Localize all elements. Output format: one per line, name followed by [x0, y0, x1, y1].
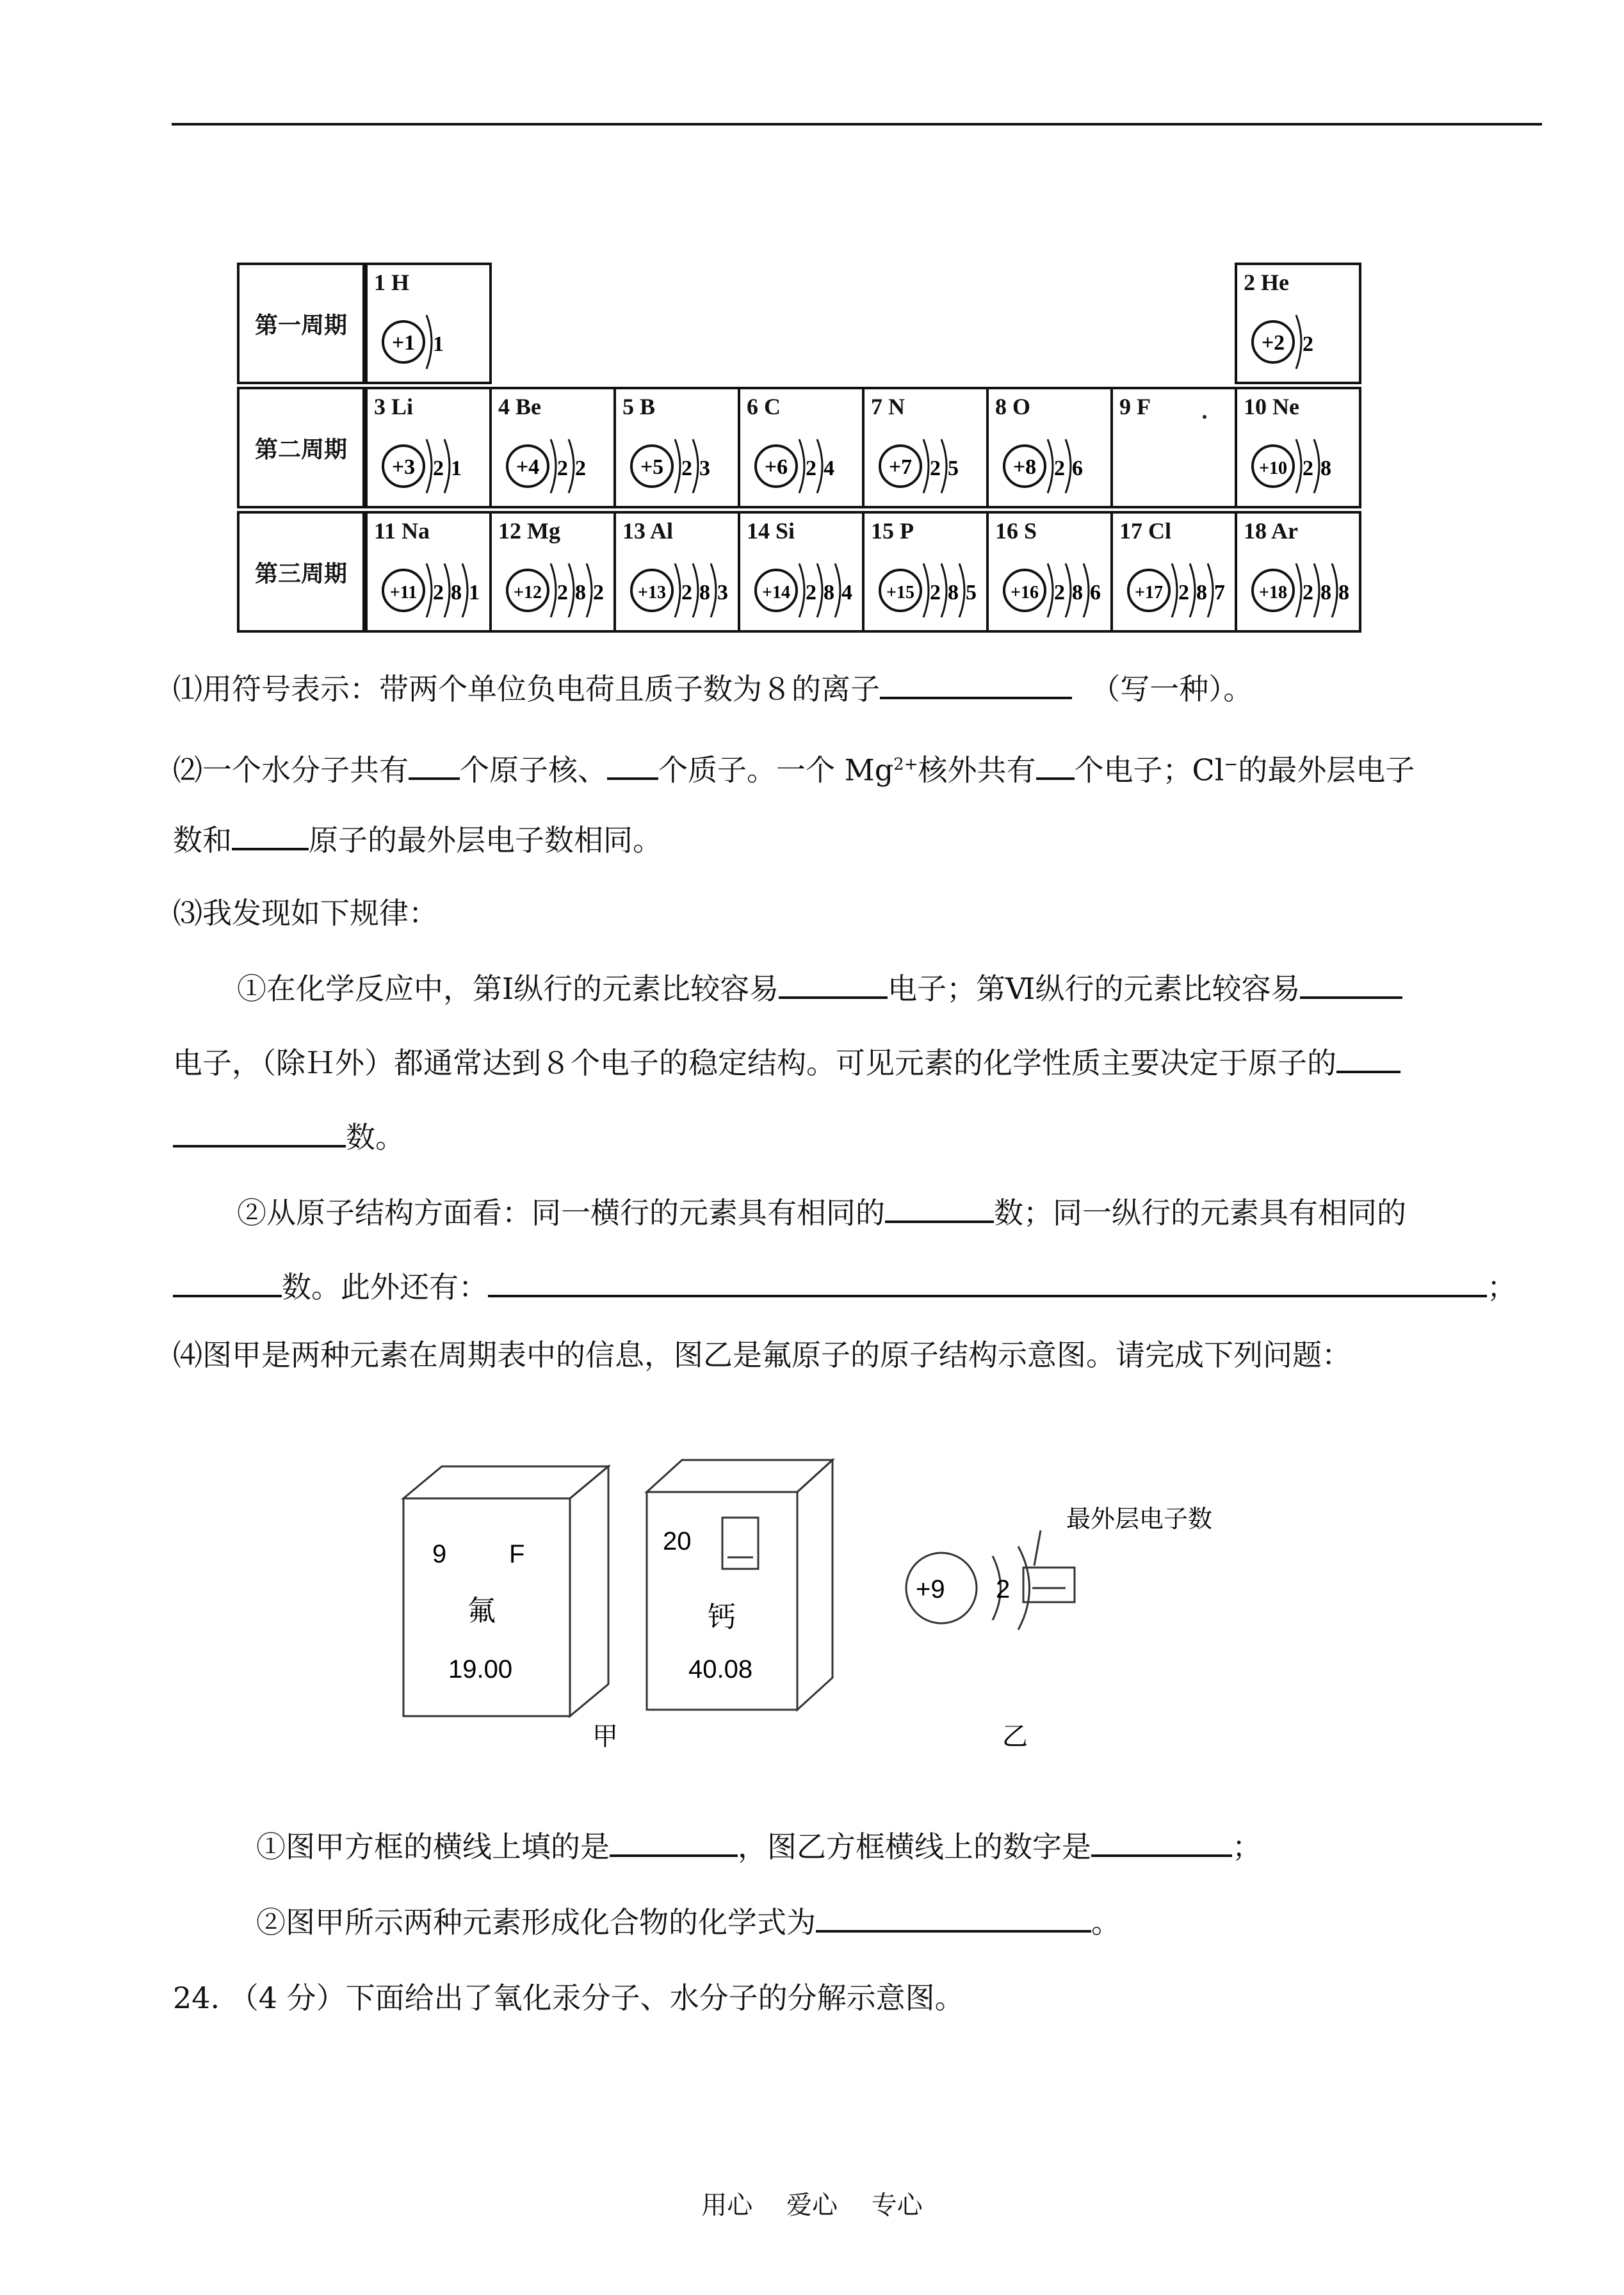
- shell-electron-count: 1: [433, 332, 444, 356]
- element-cell: [738, 387, 865, 508]
- electron-shell-arc: [799, 439, 804, 493]
- shell-electron-count: 6: [1072, 457, 1083, 480]
- answer-blank[interactable]: [885, 1192, 994, 1223]
- nucleus-charge: +11: [389, 583, 418, 603]
- electron-shell-arc: [426, 315, 432, 369]
- answer-blank[interactable]: [816, 1902, 1091, 1933]
- nucleus-charge: +18: [1259, 583, 1287, 603]
- electron-shell-arc: [1048, 439, 1053, 493]
- atom-structure: [1249, 297, 1356, 380]
- atom-structure: [1249, 546, 1356, 629]
- atom-structure: [379, 421, 487, 505]
- answer-blank[interactable]: [488, 1267, 1487, 1297]
- element-cell: [613, 511, 740, 633]
- electron-shell-arc: [959, 564, 964, 617]
- electron-shell-arc: [693, 564, 698, 617]
- caption-yi: 乙: [1002, 1722, 1028, 1748]
- period-label: 第二周期: [237, 387, 365, 508]
- nucleus-charge: +12: [514, 583, 542, 603]
- electron-shell-arc: [462, 564, 467, 617]
- answer-blank[interactable]: [232, 820, 309, 850]
- fluorine-number: 9: [432, 1540, 447, 1568]
- shell-electron-count: 2: [1303, 581, 1313, 604]
- answer-blank[interactable]: [173, 1117, 346, 1148]
- shell-electron-count: 8: [1320, 581, 1331, 604]
- atom-structure: [379, 297, 487, 380]
- electron-shell-arc: [923, 439, 929, 493]
- element-symbol: 2 He: [1244, 270, 1289, 295]
- answer-blank[interactable]: [880, 669, 1072, 699]
- element-symbol: 16 S: [995, 518, 1037, 544]
- periodic-table: [237, 263, 1383, 634]
- fluorine-mass: 19.00: [448, 1655, 513, 1683]
- electron-shell-arc: [941, 439, 946, 493]
- element-cell: [365, 263, 492, 384]
- electron-shell-arc: [1296, 564, 1301, 617]
- shell-electron-count: 2: [593, 581, 604, 604]
- electron-shell-arc: [1066, 439, 1071, 493]
- element-symbol: 10 Ne: [1244, 394, 1299, 419]
- shell-electron-count: 3: [717, 581, 728, 604]
- page-footer: 用心 爱心 专心: [701, 2191, 923, 2220]
- electron-shell-arc: [817, 564, 822, 617]
- element-cell: [613, 387, 740, 508]
- shell-electron-count: 8: [1072, 581, 1083, 604]
- element-symbol: 3 Li: [374, 394, 414, 419]
- element-symbol: 6 C: [747, 394, 781, 419]
- shell-electron-count: 8: [575, 581, 586, 604]
- nucleus-charge: +13: [638, 583, 666, 603]
- element-cell: [489, 387, 616, 508]
- electron-shell-arc: [1208, 564, 1213, 617]
- electron-shell-arc: [426, 439, 432, 493]
- element-symbol: 1 H: [374, 270, 410, 295]
- element-symbol: 15 P: [871, 518, 914, 544]
- shell-electron-count: 7: [1214, 581, 1225, 604]
- atom-structure: [876, 546, 984, 629]
- shell-electron-count: 8: [948, 581, 959, 604]
- element-symbol: 12 Mg: [498, 518, 560, 544]
- element-symbol: 5 B: [622, 394, 656, 419]
- element-cell: [365, 511, 492, 633]
- element-cell: [738, 511, 865, 633]
- electron-shell-arc: [569, 564, 574, 617]
- element-symbol: 17 Cl: [1119, 518, 1171, 544]
- shell-electron-count: 2: [1178, 581, 1189, 604]
- shell-electron-count: 2: [575, 457, 586, 480]
- shell-electron-count: 8: [1338, 581, 1349, 604]
- electron-shell-arc: [1066, 564, 1071, 617]
- nucleus-charge: +3: [391, 455, 416, 479]
- electron-shell-arc: [1048, 564, 1053, 617]
- electron-shell-arc: [675, 439, 680, 493]
- shell-electron-count: 2: [433, 581, 444, 604]
- outer-shell-label: 最外层电子数: [1066, 1505, 1213, 1533]
- period-label: 第一周期: [237, 263, 365, 384]
- atom-structure: [1000, 546, 1108, 629]
- answer-blank[interactable]: [779, 968, 888, 999]
- shell-electron-count: 2: [930, 457, 941, 480]
- question-3-p1-line3: 数。: [173, 1117, 405, 1156]
- element-cell: [1235, 387, 1361, 508]
- atom-structure: [503, 546, 611, 629]
- shell-electron-count: 6: [1090, 581, 1101, 604]
- question-3-p1-line2: 电子，（除Ｈ外）都通常达到８个电子的稳定结构。可见元素的化学性质主要决定于原子的: [173, 1042, 1401, 1082]
- answer-blank[interactable]: [409, 749, 460, 780]
- shell-electron-count: 2: [1303, 457, 1313, 480]
- shell-electron-count: 4: [824, 457, 834, 480]
- nucleus-charge: +1: [391, 331, 416, 355]
- shell-electron-count: 2: [806, 581, 816, 604]
- element-symbol: 11 Na: [374, 518, 430, 544]
- question-4-part1: ①图甲方框的横线上填的是 ，图乙方框横线上的数字是 ；: [256, 1826, 1262, 1866]
- fluorine-symbol: F: [509, 1540, 525, 1568]
- electron-shell-arc: [551, 439, 556, 493]
- shell-electron-count: 8: [824, 581, 834, 604]
- question-3-title: ⑶我发现如下规律：: [173, 896, 438, 930]
- electron-shell-arc: [835, 564, 840, 617]
- shell-electron-count: 2: [1303, 332, 1313, 356]
- electron-shell-arc: [799, 564, 804, 617]
- electron-shell-arc: [1172, 564, 1177, 617]
- period-label: 第三周期: [237, 511, 365, 633]
- question-4-part2: ②图甲所示两种元素形成化合物的化学式为 。: [256, 1902, 1121, 1942]
- shell-electron-count: 8: [1196, 581, 1207, 604]
- electron-shell-arc: [817, 439, 822, 493]
- element-cell: [1235, 511, 1361, 633]
- shell-electron-count: 3: [699, 457, 710, 480]
- electron-shell-arc: [711, 564, 716, 617]
- shell-electron-count: 8: [451, 581, 462, 604]
- element-symbol: 18 Ar: [1244, 518, 1298, 544]
- atom-structure: [628, 421, 735, 505]
- question-3-p1-line1: ①在化学反应中，第Ⅰ纵行的元素比较容易 电子；第Ⅵ纵行的元素比较容易: [237, 968, 1402, 1008]
- shell-electron-count: 2: [806, 457, 816, 480]
- calcium-number: 20: [663, 1527, 692, 1555]
- calcium-name: 钙: [708, 1601, 736, 1634]
- atom-structure: [752, 421, 859, 505]
- answer-blank[interactable]: [610, 1826, 738, 1857]
- element-symbol: 9 F: [1119, 394, 1151, 419]
- shell-electron-count: 4: [841, 581, 852, 604]
- question-4-title: ⑷图甲是两种元素在周期表中的信息，图乙是氟原子的原子结构示意图。请完成下列问题：: [173, 1338, 1351, 1372]
- shell-electron-count: 5: [966, 581, 977, 604]
- nucleus-charge: +15: [886, 583, 914, 603]
- electron-shell-arc: [1084, 564, 1089, 617]
- answer-blank[interactable]: [1036, 749, 1075, 780]
- shell-electron-count: 8: [1320, 457, 1331, 480]
- answer-blank[interactable]: [1336, 1042, 1401, 1073]
- element-symbol: 7 N: [871, 394, 905, 419]
- element-cell: [1110, 511, 1237, 633]
- element-cell: [862, 511, 989, 633]
- electron-shell-arc: [693, 439, 698, 493]
- atom-structure: [379, 546, 487, 629]
- element-symbol: 4 Be: [498, 394, 541, 419]
- nucleus-charge: +17: [1135, 583, 1163, 603]
- element-cell: [862, 387, 989, 508]
- element-cell: [1235, 263, 1361, 384]
- nucleus-label: +9: [916, 1575, 945, 1603]
- shell-electron-count: 1: [469, 581, 480, 604]
- atom-structure: [503, 421, 611, 505]
- question-2-line2: 数和 原子的最外层电子数相同。: [173, 820, 662, 859]
- element-cell: [489, 511, 616, 633]
- nucleus-charge: +2: [1261, 331, 1285, 355]
- electron-shell-arc: [444, 439, 450, 493]
- shell-electron-count: 5: [948, 457, 959, 480]
- element-cell: [1110, 387, 1237, 508]
- shell-electron-count: 2: [557, 581, 568, 604]
- nucleus-charge: +6: [764, 455, 788, 479]
- answer-blank[interactable]: [173, 1267, 282, 1297]
- shell-electron-count: 2: [681, 581, 692, 604]
- answer-blank[interactable]: [1091, 1826, 1232, 1857]
- shell-electron-count: 1: [451, 457, 462, 480]
- electron-shell-arc: [444, 564, 450, 617]
- nucleus-charge: +16: [1011, 583, 1039, 603]
- element-symbol: 8 O: [995, 394, 1031, 419]
- element-cell: [986, 387, 1113, 508]
- question-2-line1: ⑵一个水分子共有 个原子核、 个质子。一个 $Mg^{2+}$核外共有 个电子；Cl−的最外层电子: [173, 745, 1415, 789]
- calcium-mass: 40.08: [688, 1655, 753, 1683]
- electron-shell-arc: [426, 564, 432, 617]
- caption-jia: 甲: [592, 1722, 618, 1748]
- header-rule: [172, 123, 1542, 126]
- nucleus-charge: +10: [1259, 458, 1287, 478]
- shell-electron-count: 2: [930, 581, 941, 604]
- answer-blank[interactable]: [607, 749, 658, 780]
- nucleus-charge: +8: [1012, 455, 1037, 479]
- electron-shell-arc: [587, 564, 592, 617]
- electron-shell-arc: [941, 564, 946, 617]
- shell-electron-count: 2: [557, 457, 568, 480]
- electron-shell-arc: [551, 564, 556, 617]
- electron-shell-arc: [1314, 564, 1319, 617]
- element-symbol: 14 Si: [747, 518, 795, 544]
- shell-electron-count: 8: [699, 581, 710, 604]
- inner-shell-count: 2: [996, 1575, 1011, 1603]
- shell-electron-count: 2: [1054, 457, 1065, 480]
- question-3-p2-line1: ②从原子结构方面看：同一横行的元素具有相同的 数；同一纵行的元素具有相同的: [237, 1192, 1406, 1232]
- question-1: ⑴用符号表示：带两个单位负电荷且质子数为８的离子 （写一种）。: [173, 669, 1253, 708]
- stray-mark: [1203, 415, 1206, 419]
- question-3-p2-line2: 数。此外还有： ；: [173, 1267, 1516, 1306]
- electron-shell-arc: [1314, 439, 1319, 493]
- nucleus-charge: +4: [516, 455, 540, 479]
- element-symbol: 13 Al: [622, 518, 674, 544]
- atom-structure: [752, 546, 859, 629]
- electron-shell-arc: [675, 564, 680, 617]
- atom-structure: [876, 421, 984, 505]
- nucleus-charge: +5: [640, 455, 664, 479]
- atom-structure: [628, 546, 735, 629]
- figure-jia-yi: [371, 1454, 1281, 1748]
- element-cell: [986, 511, 1113, 633]
- atom-structure: [1125, 546, 1232, 629]
- nucleus-charge: +7: [888, 455, 913, 479]
- electron-shell-arc: [1296, 439, 1301, 493]
- nucleus-charge: +14: [762, 583, 790, 603]
- element-cell: [365, 387, 492, 508]
- fluorine-name: 氟: [467, 1594, 496, 1627]
- answer-blank[interactable]: [1300, 968, 1402, 999]
- atom-structure: [1249, 421, 1356, 505]
- electron-shell-arc: [1296, 315, 1301, 369]
- shell-electron-count: 2: [1054, 581, 1065, 604]
- question-24: 24. （4 分）下面给出了氧化汞分子、水分子的分解示意图。: [173, 1981, 964, 2015]
- atom-structure: [1000, 421, 1108, 505]
- electron-shell-arc: [1332, 564, 1337, 617]
- shell-electron-count: 2: [433, 457, 444, 480]
- electron-shell-arc: [923, 564, 929, 617]
- electron-shell-arc: [1190, 564, 1195, 617]
- electron-shell-arc: [569, 439, 574, 493]
- shell-electron-count: 2: [681, 457, 692, 480]
